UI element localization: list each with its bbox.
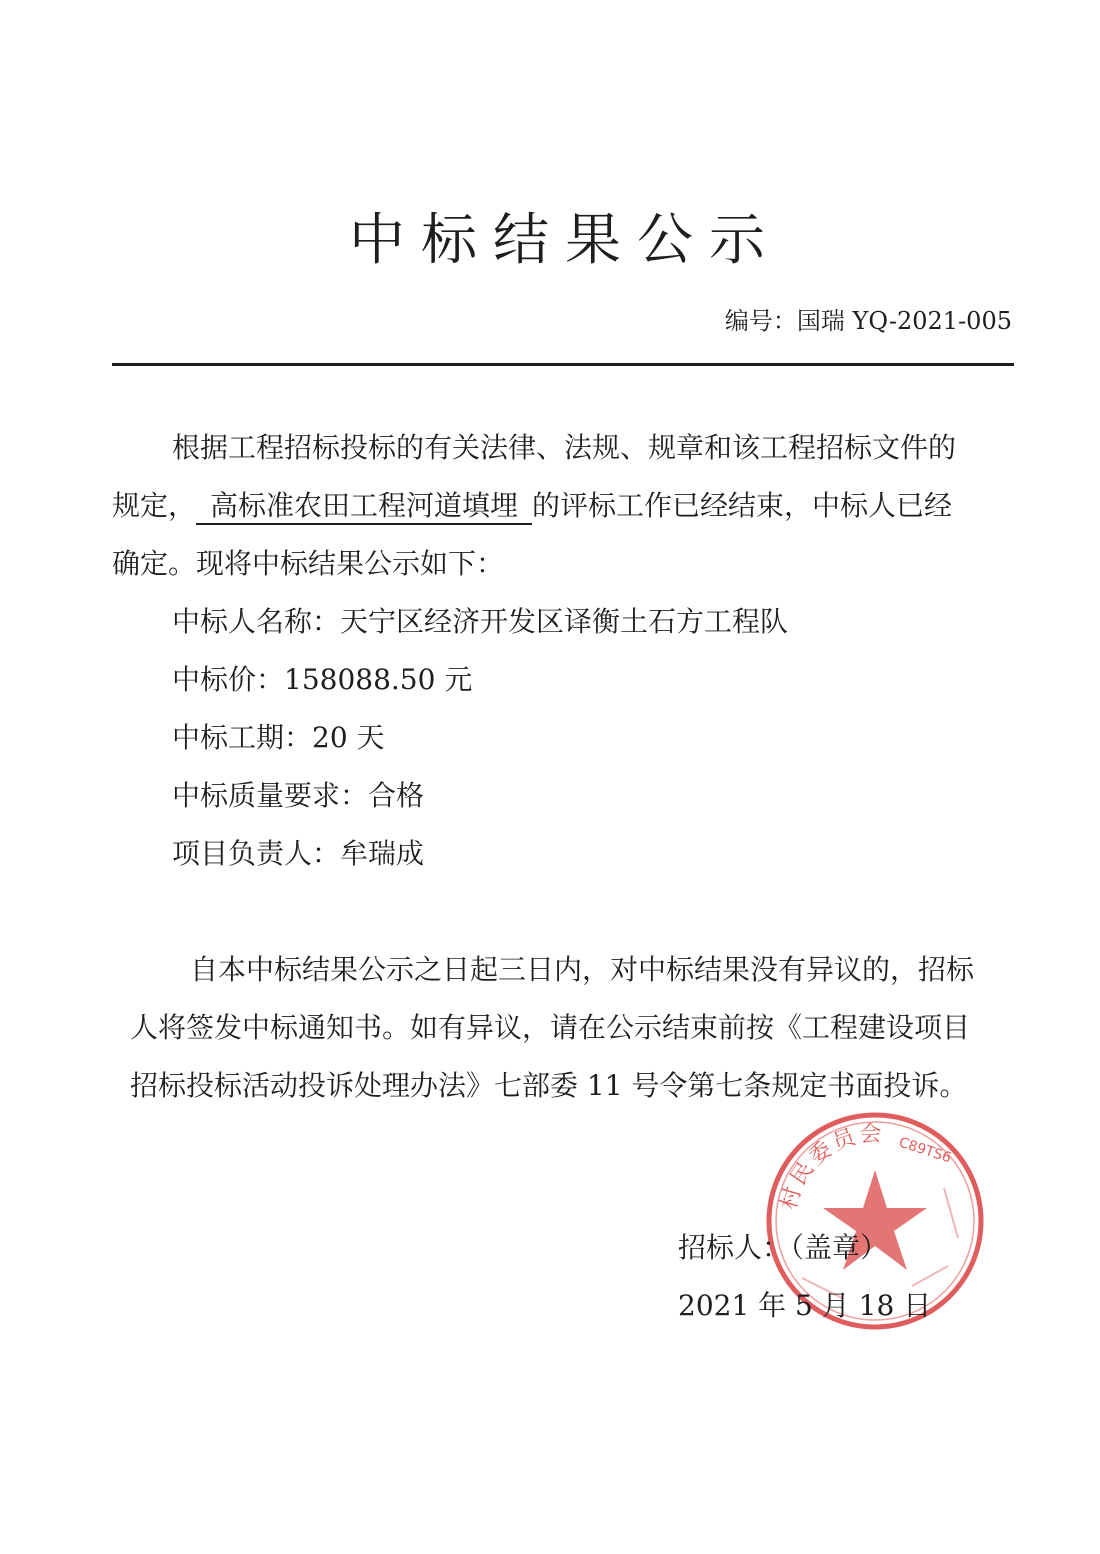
winner-name: 中标人名称：天宁区经济开发区译衡土石方工程队 bbox=[172, 605, 789, 638]
intro-suffix: 的评标工作已经结束，中标人已经 bbox=[532, 489, 953, 522]
signature-label: 招标人：（盖章） bbox=[678, 1231, 889, 1264]
winning-duration: 中标工期：20 天 bbox=[172, 721, 385, 754]
project-manager: 项目负责人：牟瑞成 bbox=[172, 837, 425, 870]
signature-date: 2021 年 5 月 18 日 bbox=[678, 1289, 932, 1322]
seal-code-text: C89TS6 bbox=[896, 1134, 954, 1167]
header-divider bbox=[112, 363, 1014, 366]
seal-outer-text: 村民委员会 bbox=[776, 1121, 885, 1213]
notice-line-1: 自本中标结果公示之日起三日内，对中标结果没有异议的，招标 bbox=[190, 953, 975, 986]
intro-line-1: 根据工程招标投标的有关法律、法规、规章和该工程招标文件的 bbox=[172, 431, 957, 464]
notice-line-2: 人将签发中标通知书。如有异议，请在公示结束前按《工程建设项目 bbox=[130, 1011, 971, 1044]
document-title: 中标结果公示 bbox=[349, 208, 781, 273]
winning-price: 中标价：158088.50 元 bbox=[172, 663, 473, 696]
intro-prefix: 规定， bbox=[112, 489, 197, 522]
notice-line-3: 招标投标活动投诉处理办法》七部委 11 号令第七条规定书面投诉。 bbox=[130, 1069, 968, 1102]
project-name: 高标准农田工程河道填埋 bbox=[196, 489, 532, 525]
intro-line-3: 确定。现将中标结果公示如下： bbox=[112, 547, 505, 580]
document-number: 编号：国瑞 YQ-2021-005 bbox=[724, 307, 1012, 335]
quality-requirement: 中标质量要求：合格 bbox=[172, 779, 425, 812]
intro-line-2 bbox=[112, 486, 952, 526]
